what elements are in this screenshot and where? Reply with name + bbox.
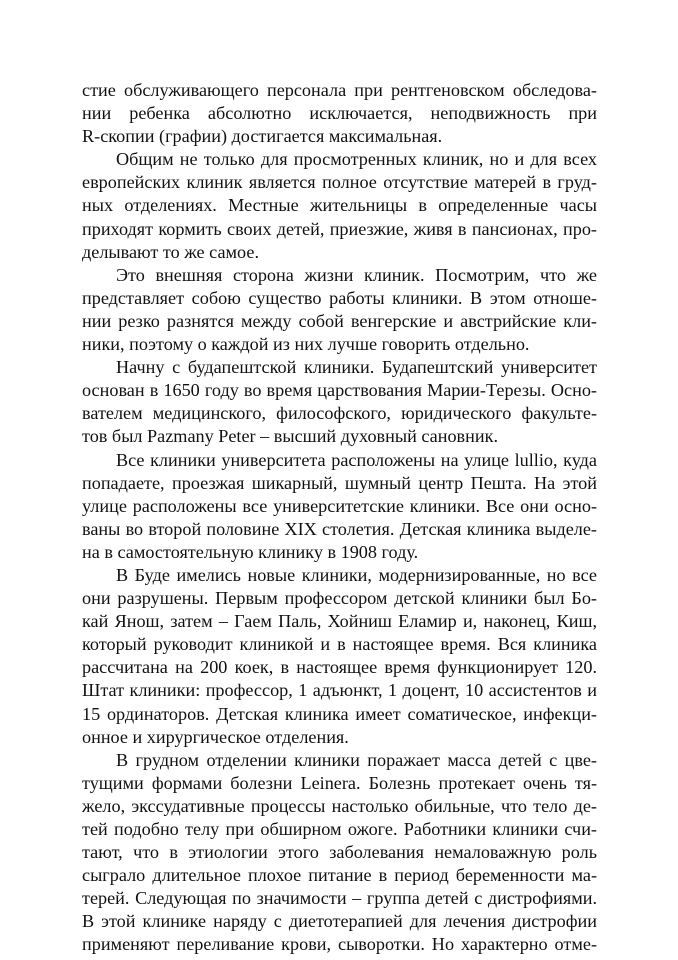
paragraph [82,264,597,356]
text-line: ных отделениях. Местные жительницы в определенные часы [82,195,597,216]
text-line: В Буде имелись новые клиники, модернизированные, но все [116,564,597,585]
text-line: нии резко разнятся между собой венгерские и австрийские кли- [82,310,597,331]
text-line: В этой клинике наряду с диетотерапией для лечения дистрофии [82,911,597,932]
text-line: делывают то же самое. [82,241,259,262]
text-line: Все клиники университета расположены на улице lullio, куда [116,449,597,470]
text-line: жело, экссудативные процессы настолько обильные, что тело де- [82,795,597,816]
text-line: кай Янош, затем – Гаем Паль, Хойниш Еламир и, наконец, Киш, [82,611,597,632]
text-line: Это внешняя сторона жизни клиник. Посмотрим, что же [116,264,597,285]
text-line: приходят кормить своих детей, приезжие, живя в пансионах, про- [82,218,597,239]
text-line: применяют переливание крови, сыворотки. Но характерно отме- [82,934,597,955]
text-line: онное и хирургическое отделения. [82,726,349,747]
text-line: европейских клиник является полное отсутствие матерей в груд- [82,172,597,193]
paragraph [82,356,597,448]
text-line: на в самостоятельную клинику в 1908 году. [82,541,419,562]
text-line: ники, поэтому о каждой из них лучше говорить отдельно. [82,334,530,355]
text-line: тов был Pazmany Peter – высший духовный сановник. [82,426,498,447]
text-line: который руководит клиникой и в настоящее время. Вся клиника [82,634,597,655]
text-line: Общим не только для просмотренных клиник, но и для всех [116,149,597,170]
text-line: попадаете, проезжая шикарный, шумный центр Пешта. На этой [82,472,597,493]
paragraph [82,564,597,749]
paragraph [82,79,597,148]
text-line: R-скопии (графии) достигается максимальная. [82,126,443,147]
text-line: представляет собою существо работы клиники. В этом отноше- [82,287,597,308]
text-line: стие обслуживающего персонала при рентгеновском обследова- [82,80,597,100]
text-line: 15 ординаторов. Детская клиника имеет соматическое, инфекци- [82,703,597,724]
text-line: они разрушены. Первым профессором детской клиники был Бо- [82,588,597,609]
text-line: терей. Следующая по значимости – группа детей с дистрофиями. [82,888,597,909]
text-line: Начну с будапештской клиники. Будапештский университет [116,357,597,378]
text-line: тают, что в этиологии этого заболевания немаловажную роль [82,842,597,863]
paragraph [82,148,597,263]
text-line: В грудном отделении клиники поражает масса детей с цве- [116,749,597,770]
paragraph [82,449,597,564]
text-line: тей подобно телу при обширном ожоге. Работники клиники счи- [82,819,597,839]
text-line: ваны во второй половине XIX столетия. Детская клиника выделе- [82,518,597,539]
text-line: нии ребенка абсолютно исключается, неподвижность при [82,103,597,124]
paragraph [82,749,597,957]
text-line: сыграло длительное плохое питание в период беременности ма- [82,865,597,886]
text-line: рассчитана на 200 коек, в настоящее время функционирует 120. [82,657,597,678]
text-line: основан в 1650 году во время царствования Марии-Терезы. Осно- [82,380,597,401]
text-line: улице расположены все университетские клиники. Все они осно- [82,495,597,516]
text-line: вателем медицинского, философского, юридического факульте- [82,403,597,424]
text-line: тущими формами болезни Leinera. Болезнь протекает очень тя- [82,772,597,793]
text-line: Штат клиники: профессор, 1 адъюнкт, 1 доцент, 10 ассистентов и [82,680,597,701]
document-page [82,79,597,957]
